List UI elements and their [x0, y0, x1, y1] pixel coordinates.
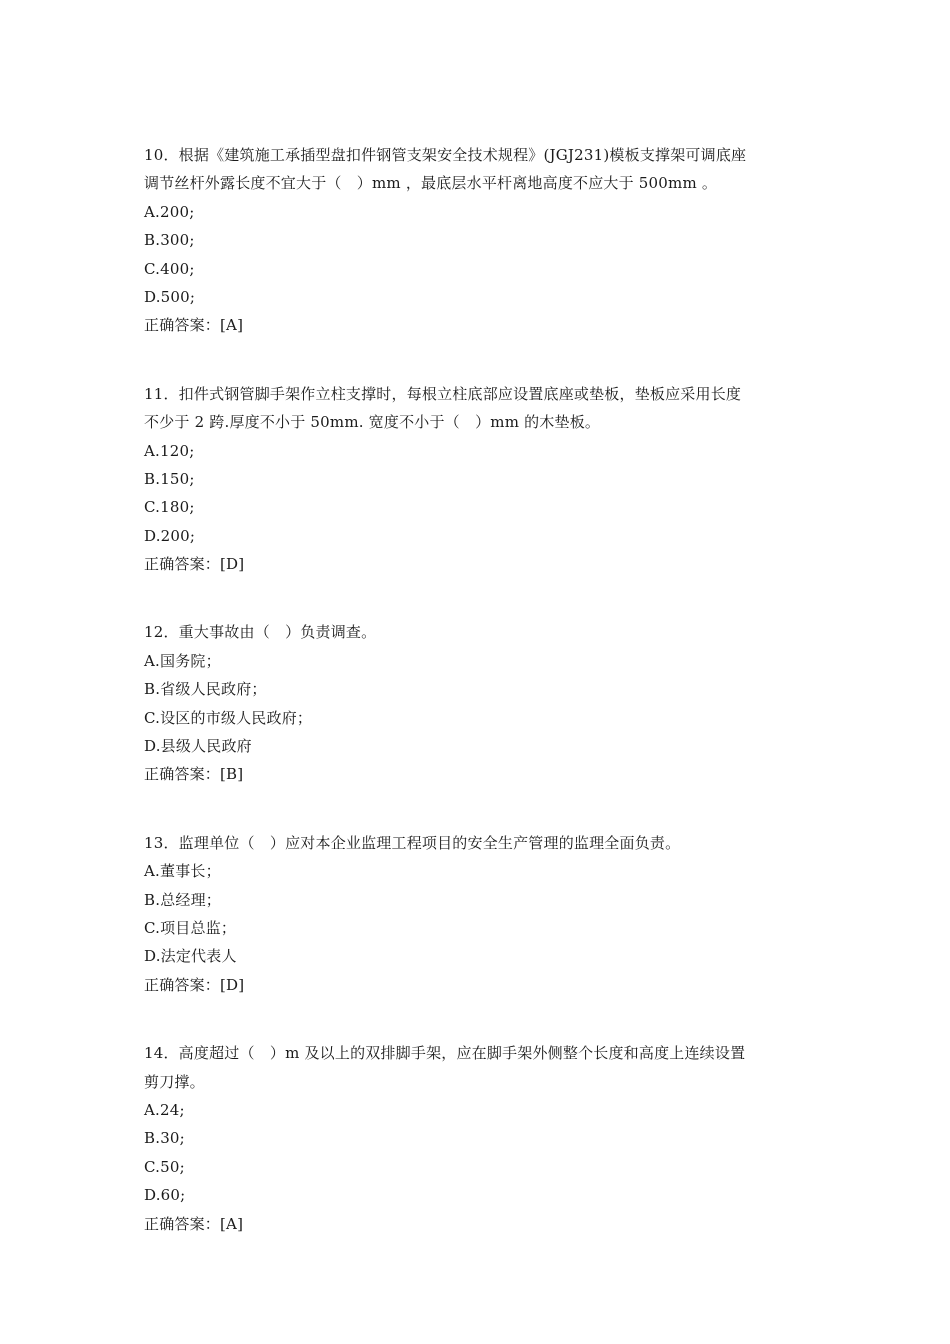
correct-answer: 正确答案：[D]: [144, 975, 245, 994]
exam-page: [144, 141, 812, 1278]
option-c: C.50;: [144, 1157, 185, 1176]
correct-answer: 正确答案：[A]: [144, 316, 244, 335]
option-d: D.60;: [144, 1186, 186, 1205]
question-stem: 11．扣件式钢管脚手架作立柱支撑时，每根立柱底部应设置底座或垫板，垫板应采用长度: [144, 384, 742, 403]
option-b: B.150;: [144, 469, 195, 488]
option-c: C.项目总监；: [144, 918, 237, 937]
option-a: A.120;: [144, 441, 195, 460]
option-a: A.董事长；: [144, 862, 221, 881]
option-b: B.30;: [144, 1129, 185, 1148]
question-12: [144, 618, 812, 788]
question-stem: 12．重大事故由（ ）负责调查。: [144, 623, 377, 642]
option-a: A.国务院；: [144, 651, 221, 670]
option-c: C.180;: [144, 498, 195, 517]
option-d: D.县级人民政府: [144, 737, 252, 756]
option-a: A.200;: [144, 202, 195, 221]
question-stem: 10．根据《建筑施工承插型盘扣件钢管支架安全技术规程》(JGJ231)模板支撑架可调底座: [144, 146, 747, 164]
question-stem: 剪刀撑。: [144, 1072, 205, 1091]
question-stem: 14．高度超过（ ）m 及以上的双排脚手架，应在脚手架外侧整个长度和高度上连续设置: [144, 1044, 746, 1063]
question-14: [144, 1039, 812, 1238]
option-b: B.省级人民政府；: [144, 680, 267, 699]
option-b: B.总经理；: [144, 890, 221, 909]
correct-answer: 正确答案：[A]: [144, 1214, 244, 1233]
option-b: B.300;: [144, 231, 195, 250]
question-stem: 13．监理单位（ ）应对本企业监理工程项目的安全生产管理的监理全面负责。: [144, 833, 681, 852]
option-d: D.200;: [144, 526, 196, 545]
option-c: C.400;: [144, 259, 195, 278]
question-11: [144, 380, 812, 579]
question-stem: 调节丝杆外露长度不宜大于（ ）mm ，最底层水平杆离地高度不应大于 500mm 。: [144, 174, 718, 193]
correct-answer: 正确答案：[D]: [144, 555, 245, 574]
question-10: [144, 141, 812, 340]
option-a: A.24;: [144, 1100, 185, 1119]
correct-answer: 正确答案：[B]: [144, 765, 244, 784]
option-d: D.500;: [144, 287, 196, 306]
question-stem: 不少于 2 跨.厚度不小于 50mm. 宽度不小于（ ）mm 的木垫板。: [144, 413, 601, 432]
question-13: [144, 829, 812, 999]
option-d: D.法定代表人: [144, 947, 237, 966]
option-c: C.设区的市级人民政府；: [144, 708, 313, 727]
